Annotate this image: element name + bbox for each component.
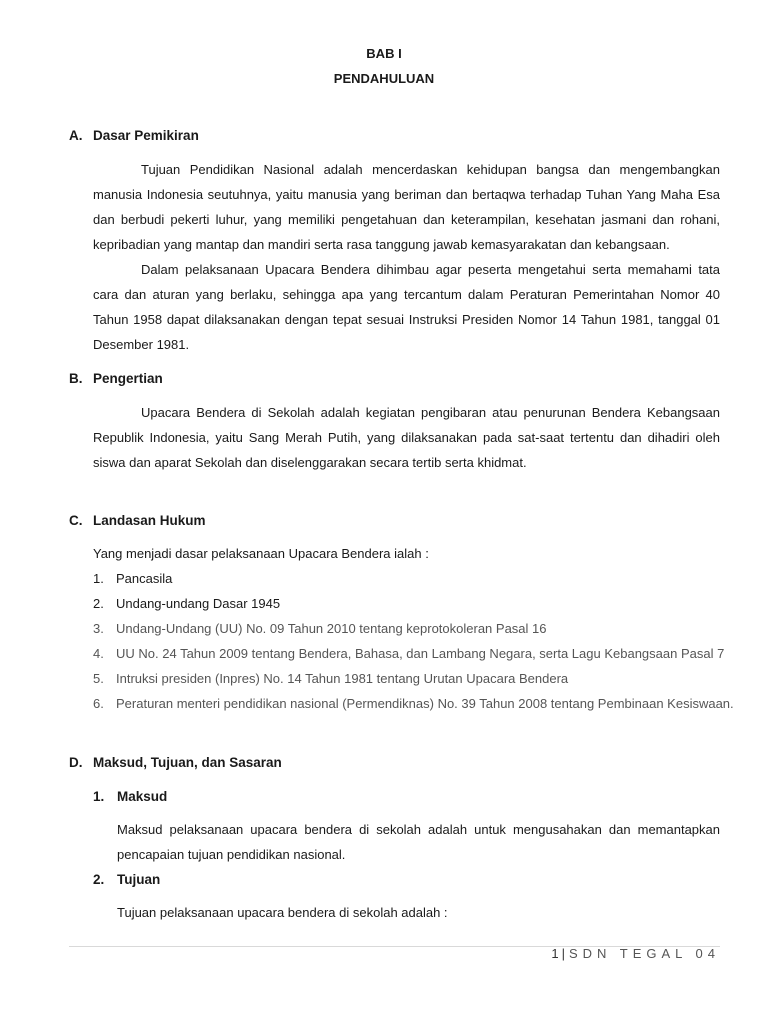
list-item-number: 2.: [93, 596, 104, 611]
list-item: [93, 671, 568, 686]
subsection-maksud-paragraph: Maksud pelaksanaan upacara bendera di sekolah adalah untuk mengusahakan dan memantapkan pencapaian tujuan pendidikan nasional.: [117, 822, 720, 862]
footer-school-name: SDN TEGAL 04: [568, 946, 720, 961]
section-d-heading: [69, 755, 282, 770]
chapter-label: BAB I: [366, 46, 402, 61]
subsection-number: 2.: [93, 872, 105, 887]
list-item-text: Peraturan menteri pendidikan nasional (Permendiknas) No. 39 Tahun 2008 tentang Pembinaan Kesiswaan.: [116, 696, 734, 711]
subsection-title: Maksud: [117, 789, 168, 804]
footer-separator: |: [561, 946, 565, 961]
subsection-number: 1.: [93, 789, 105, 804]
section-a-paragraph-2: Dalam pelaksanaan Upacara Bendera dihimbau agar peserta mengetahui serta memahami tata cara dan aturan yang berlaku, sehingga apa yang tercantum dalam Peraturan Pemerintahan Nomor 40 Tahun 1958 dapat dilaksanakan dengan tepat sesuai Instruksi Presiden Nomor 14 Tahun 1981, tanggal 01 Desember 1981.: [93, 262, 720, 352]
list-item-number: 5.: [93, 671, 104, 686]
subsection-tujuan-text: Tujuan pelaksanaan upacara bendera di sekolah adalah :: [117, 905, 448, 920]
section-a-paragraph-1: Tujuan Pendidikan Nasional adalah mencerdaskan kehidupan bangsa dan mengembangkan manusia Indonesia seutuhnya, yaitu manusia yang beriman dan bertaqwa terhadap Tuhan Yang Maha Esa dan berbudi pekerti luhur, yang memiliki pengetahuan dan keterampilan, kesehatan jasmani dan rohani, kepribadian yang mantap dan mandiri serta rasa tanggung jawab kemasyarakatan dan kebangsaan.: [93, 162, 720, 252]
list-item-number: 3.: [93, 621, 104, 636]
section-c-intro: Yang menjadi dasar pelaksanaan Upacara Bendera ialah :: [93, 546, 429, 561]
section-b-paragraph-1: Upacara Bendera di Sekolah adalah kegiatan pengibaran atau penurunan Bendera Kebangsaan Republik Indonesia, yaitu Sang Merah Putih, yang dilaksanakan pada sat-saat tertentu dan dihadiri oleh siswa dan aparat Sekolah dan diselenggarakan secara tertib serta khidmat.: [93, 405, 720, 470]
list-item: [93, 571, 172, 586]
page-number: 1: [551, 946, 559, 961]
subsection-title: Tujuan: [117, 872, 161, 887]
page-footer: [551, 946, 720, 961]
list-item-text: Pancasila: [116, 571, 173, 586]
list-item-number: 6.: [93, 696, 104, 711]
list-item-number: 4.: [93, 646, 104, 661]
section-b-title: Pengertian: [93, 371, 163, 386]
section-a-title: Dasar Pemikiran: [93, 128, 199, 143]
chapter-title: PENDAHULUAN: [333, 71, 435, 86]
list-item-number: 1.: [93, 571, 104, 586]
section-c-heading: [69, 513, 206, 528]
list-item: [93, 596, 280, 611]
list-item-text: Undang-undang Dasar 1945: [116, 596, 281, 611]
section-a-letter: A.: [69, 128, 83, 143]
section-c-title: Landasan Hukum: [93, 513, 206, 528]
list-item: [93, 696, 734, 711]
section-d-title: Maksud, Tujuan, dan Sasaran: [93, 755, 282, 770]
list-item: [93, 646, 724, 661]
section-b-heading: [69, 371, 163, 386]
section-b-letter: B.: [69, 371, 83, 386]
section-a-heading: [69, 128, 199, 143]
list-item-text: Intruksi presiden (Inpres) No. 14 Tahun 1981 tentang Urutan Upacara Bendera: [116, 671, 569, 686]
list-item-text: Undang-Undang (UU) No. 09 Tahun 2010 tentang keprotokoleran Pasal 16: [116, 621, 547, 636]
section-d-letter: D.: [69, 755, 83, 770]
subsection-tujuan-heading: [93, 872, 160, 887]
list-item-text: UU No. 24 Tahun 2009 tentang Bendera, Bahasa, dan Lambang Negara, serta Lagu Kebangsaan Pasal 7: [116, 646, 725, 661]
section-c-letter: C.: [69, 513, 83, 528]
list-item: [93, 621, 547, 636]
subsection-maksud-heading: [93, 789, 167, 804]
